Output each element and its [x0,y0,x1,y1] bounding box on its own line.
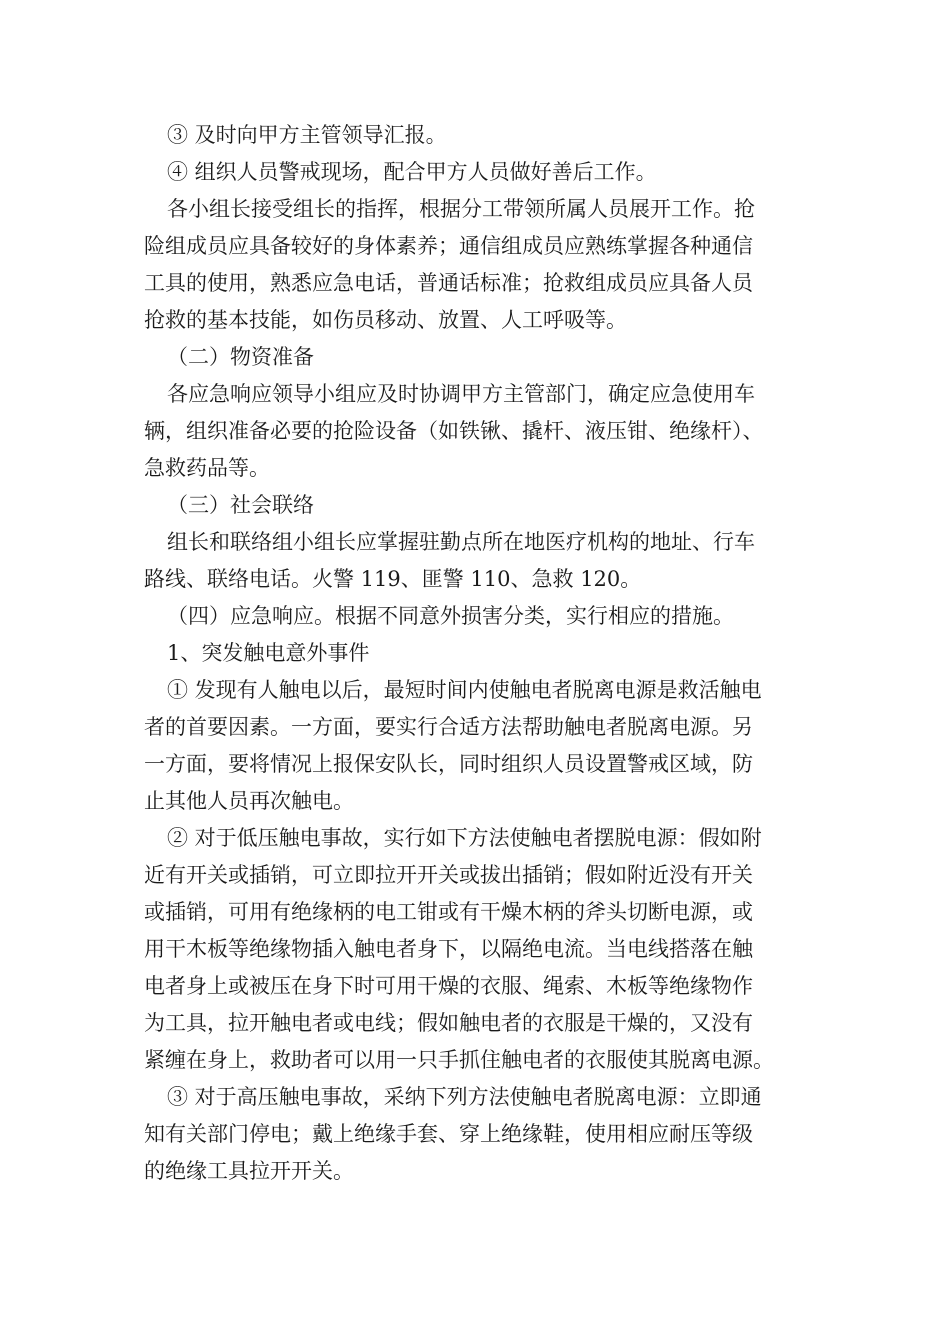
paragraph-liaison [0,524,950,598]
text-line: 抢救的基本技能，如伤员移动、放置、人工呼吸等。 [144,308,627,332]
paragraph-group-leaders [0,191,950,339]
text-line: ③ 对于高压触电事故，采纳下列方法使触电者脱离电源：立即通 [167,1085,762,1109]
text-line: 工具的使用，熟悉应急电话，普通话标准；抢救组成员应具备人员 [144,271,753,295]
text-line: ② 对于低压触电事故，实行如下方法使触电者摆脱电源：假如附 [167,826,762,850]
text-line: 知有关部门停电；戴上绝缘手套、穿上绝缘鞋，使用相应耐压等级 [144,1122,753,1146]
text-line: 者的首要因素。一方面，要实行合适方法帮助触电者脱离电源。另 [144,715,753,739]
text-line: （二）物资准备 [167,345,314,369]
section-heading-materials [0,339,950,376]
subheading-electric-shock [0,635,950,672]
paragraph-high-voltage [0,1079,950,1190]
text-line: 险组成员应具备较好的身体素养；通信组成员应熟练掌握各种通信 [144,234,753,258]
text-line: 为工具，拉开触电者或电线；假如触电者的衣服是干燥的，又没有 [144,1011,753,1035]
text-line: 止其他人员再次触电。 [144,789,354,813]
text-line: 各小组长接受组长的指挥，根据分工带领所属人员展开工作。抢 [167,197,755,221]
text-line: 紧缠在身上，救助者可以用一只手抓住触电者的衣服使其脱离电源。 [144,1048,774,1072]
text-line: 一方面，要将情况上报保安队长，同时组织人员设置警戒区域，防 [144,752,753,776]
paragraph-low-voltage [0,820,950,1079]
text-line: 近有开关或插销，可立即拉开开关或拔出插销；假如附近没有开关 [144,863,753,887]
text-line: ① 发现有人触电以后，最短时间内使触电者脱离电源是救活触电 [167,678,762,702]
text-line: 路线、联络电话。火警 119、匪警 110、急救 120。 [144,567,642,591]
paragraph-materials [0,376,950,487]
text-line: ④ 组织人员警戒现场，配合甲方人员做好善后工作。 [167,160,657,184]
text-line: 组长和联络组小组长应掌握驻勤点所在地医疗机构的地址、行车 [167,530,755,554]
section-heading-liaison [0,487,950,524]
text-line: 1、突发触电意外事件 [167,641,370,665]
text-line: 辆，组织准备必要的抢险设备（如铁锹、撬杆、液压钳、绝缘杆）、 [144,419,764,443]
paragraph-report [0,117,950,154]
paragraph-shock-first-step [0,672,950,820]
text-line: 各应急响应领导小组应及时协调甲方主管部门，确定应急使用车 [167,382,755,406]
text-line: 用干木板等绝缘物插入触电者身下，以隔绝电流。当电线搭落在触 [144,937,753,961]
document-body [0,117,950,1190]
text-line: （三）社会联络 [167,493,314,517]
text-line: 急救药品等。 [144,456,270,480]
text-line: 或插销，可用有绝缘柄的电工钳或有干燥木柄的斧头切断电源，或 [144,900,753,924]
text-line: 的绝缘工具拉开开关。 [144,1159,354,1183]
paragraph-guard-scene [0,154,950,191]
section-heading-response [0,598,950,635]
text-line: ③ 及时向甲方主管领导汇报。 [167,123,447,147]
text-line: 电者身上或被压在身下时可用干燥的衣服、绳索、木板等绝缘物作 [144,974,753,998]
text-line: （四）应急响应。根据不同意外损害分类，实行相应的措施。 [167,604,734,628]
